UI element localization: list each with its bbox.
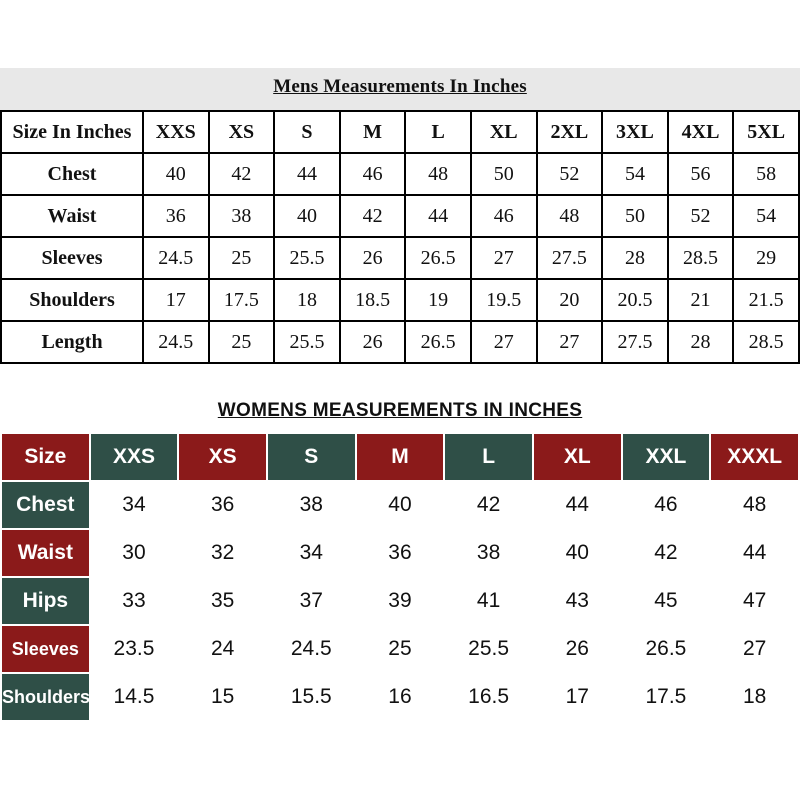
womens-shoulders-xxs: 14.5 xyxy=(90,673,179,721)
mens-header-xl: XL xyxy=(471,111,537,153)
mens-header-5xl: 5XL xyxy=(733,111,799,153)
mens-header-2xl: 2XL xyxy=(537,111,603,153)
womens-header-m: M xyxy=(356,433,445,481)
womens-waist-xxs: 30 xyxy=(90,529,179,577)
mens-header-3xl: 3XL xyxy=(602,111,668,153)
mens-waist-xs: 38 xyxy=(209,195,275,237)
womens-sleeves-xl: 26 xyxy=(533,625,622,673)
mens-waist-l: 44 xyxy=(405,195,471,237)
table-row xyxy=(1,195,799,237)
mens-chest-l: 48 xyxy=(405,153,471,195)
mens-shoulders-l: 19 xyxy=(405,279,471,321)
mens-shoulders-3xl: 20.5 xyxy=(602,279,668,321)
mens-row-label-length: Length xyxy=(1,321,143,363)
womens-chest-l: 42 xyxy=(444,481,533,529)
mens-sleeves-s: 25.5 xyxy=(274,237,340,279)
mens-waist-m: 42 xyxy=(340,195,406,237)
mens-waist-xl: 46 xyxy=(471,195,537,237)
mens-measurements-table xyxy=(0,110,800,364)
womens-sleeves-xxl: 26.5 xyxy=(622,625,711,673)
womens-hips-xxl: 45 xyxy=(622,577,711,625)
table-row xyxy=(1,321,799,363)
mens-waist-s: 40 xyxy=(274,195,340,237)
womens-header-xxl: XXL xyxy=(622,433,711,481)
mens-sleeves-5xl: 29 xyxy=(733,237,799,279)
mens-shoulders-4xl: 21 xyxy=(668,279,734,321)
mens-waist-5xl: 54 xyxy=(733,195,799,237)
womens-waist-xxl: 42 xyxy=(622,529,711,577)
mens-row-label-sleeves: Sleeves xyxy=(1,237,143,279)
womens-waist-s: 34 xyxy=(267,529,356,577)
womens-hips-xl: 43 xyxy=(533,577,622,625)
mens-header-l: L xyxy=(405,111,471,153)
mens-shoulders-s: 18 xyxy=(274,279,340,321)
mens-size-chart-section xyxy=(0,68,800,364)
womens-shoulders-l: 16.5 xyxy=(444,673,533,721)
mens-chest-s: 44 xyxy=(274,153,340,195)
womens-header-s: S xyxy=(267,433,356,481)
mens-header-s: S xyxy=(274,111,340,153)
womens-shoulders-xl: 17 xyxy=(533,673,622,721)
table-row xyxy=(1,279,799,321)
table-row xyxy=(1,577,799,625)
womens-chest-s: 38 xyxy=(267,481,356,529)
womens-row-label-shoulders: Shoulders xyxy=(1,673,90,721)
womens-sleeves-xxs: 23.5 xyxy=(90,625,179,673)
mens-shoulders-m: 18.5 xyxy=(340,279,406,321)
womens-header-size: Size xyxy=(1,433,90,481)
mens-shoulders-xxs: 17 xyxy=(143,279,209,321)
womens-waist-xs: 32 xyxy=(178,529,267,577)
mens-shoulders-xs: 17.5 xyxy=(209,279,275,321)
mens-row-label-waist: Waist xyxy=(1,195,143,237)
mens-sleeves-m: 26 xyxy=(340,237,406,279)
mens-sleeves-3xl: 28 xyxy=(602,237,668,279)
mens-sleeves-4xl: 28.5 xyxy=(668,237,734,279)
womens-shoulders-m: 16 xyxy=(356,673,445,721)
mens-shoulders-xl: 19.5 xyxy=(471,279,537,321)
womens-shoulders-s: 15.5 xyxy=(267,673,356,721)
mens-sleeves-2xl: 27.5 xyxy=(537,237,603,279)
womens-header-l: L xyxy=(444,433,533,481)
mens-sleeves-xl: 27 xyxy=(471,237,537,279)
womens-sleeves-xxxl: 27 xyxy=(710,625,799,673)
mens-row-label-shoulders: Shoulders xyxy=(1,279,143,321)
womens-row-label-sleeves: Sleeves xyxy=(1,625,90,673)
womens-waist-l: 38 xyxy=(444,529,533,577)
mens-header-xxs: XXS xyxy=(143,111,209,153)
mens-chest-2xl: 52 xyxy=(537,153,603,195)
womens-waist-xl: 40 xyxy=(533,529,622,577)
womens-hips-xxs: 33 xyxy=(90,577,179,625)
womens-chest-xxxl: 48 xyxy=(710,481,799,529)
table-row xyxy=(1,237,799,279)
mens-header-xs: XS xyxy=(209,111,275,153)
womens-measurements-table xyxy=(0,432,800,722)
womens-chest-xxs: 34 xyxy=(90,481,179,529)
mens-title-band xyxy=(0,68,800,110)
mens-chest-4xl: 56 xyxy=(668,153,734,195)
mens-length-4xl: 28 xyxy=(668,321,734,363)
womens-row-label-chest: Chest xyxy=(1,481,90,529)
table-header-row xyxy=(1,433,799,481)
womens-sleeves-m: 25 xyxy=(356,625,445,673)
womens-chart-title: WOMENS MEASUREMENTS IN INCHES xyxy=(217,400,583,421)
mens-row-label-chest: Chest xyxy=(1,153,143,195)
mens-length-2xl: 27 xyxy=(537,321,603,363)
mens-chest-5xl: 58 xyxy=(733,153,799,195)
womens-chest-xl: 44 xyxy=(533,481,622,529)
mens-length-l: 26.5 xyxy=(405,321,471,363)
mens-sleeves-xs: 25 xyxy=(209,237,275,279)
womens-waist-xxxl: 44 xyxy=(710,529,799,577)
mens-length-s: 25.5 xyxy=(274,321,340,363)
womens-sleeves-l: 25.5 xyxy=(444,625,533,673)
womens-shoulders-xxl: 17.5 xyxy=(622,673,711,721)
mens-length-m: 26 xyxy=(340,321,406,363)
womens-shoulders-xs: 15 xyxy=(178,673,267,721)
womens-chest-xxl: 46 xyxy=(622,481,711,529)
mens-length-3xl: 27.5 xyxy=(602,321,668,363)
womens-hips-m: 39 xyxy=(356,577,445,625)
mens-header-m: M xyxy=(340,111,406,153)
womens-hips-xs: 35 xyxy=(178,577,267,625)
womens-row-label-hips: Hips xyxy=(1,577,90,625)
womens-header-xxxl: XXXL xyxy=(710,433,799,481)
mens-chest-xl: 50 xyxy=(471,153,537,195)
womens-row-label-waist: Waist xyxy=(1,529,90,577)
mens-chest-xxs: 40 xyxy=(143,153,209,195)
mens-length-xl: 27 xyxy=(471,321,537,363)
womens-header-xs: XS xyxy=(178,433,267,481)
womens-hips-xxxl: 47 xyxy=(710,577,799,625)
womens-sleeves-s: 24.5 xyxy=(267,625,356,673)
mens-chart-title: Mens Measurements In Inches xyxy=(273,76,527,97)
table-row xyxy=(1,673,799,721)
table-row xyxy=(1,481,799,529)
mens-header-4xl: 4XL xyxy=(668,111,734,153)
table-row xyxy=(1,625,799,673)
mens-sleeves-l: 26.5 xyxy=(405,237,471,279)
mens-header-size: Size In Inches xyxy=(1,111,143,153)
womens-hips-l: 41 xyxy=(444,577,533,625)
mens-waist-xxs: 36 xyxy=(143,195,209,237)
womens-sleeves-xs: 24 xyxy=(178,625,267,673)
mens-shoulders-5xl: 21.5 xyxy=(733,279,799,321)
mens-waist-3xl: 50 xyxy=(602,195,668,237)
womens-hips-s: 37 xyxy=(267,577,356,625)
womens-chest-xs: 36 xyxy=(178,481,267,529)
mens-waist-4xl: 52 xyxy=(668,195,734,237)
womens-shoulders-xxxl: 18 xyxy=(710,673,799,721)
mens-sleeves-xxs: 24.5 xyxy=(143,237,209,279)
womens-header-xl: XL xyxy=(533,433,622,481)
mens-shoulders-2xl: 20 xyxy=(537,279,603,321)
table-header-row xyxy=(1,111,799,153)
mens-length-xxs: 24.5 xyxy=(143,321,209,363)
table-row xyxy=(1,529,799,577)
womens-chest-m: 40 xyxy=(356,481,445,529)
mens-waist-2xl: 48 xyxy=(537,195,603,237)
mens-chest-m: 46 xyxy=(340,153,406,195)
mens-length-5xl: 28.5 xyxy=(733,321,799,363)
mens-chest-xs: 42 xyxy=(209,153,275,195)
mens-length-xs: 25 xyxy=(209,321,275,363)
table-row xyxy=(1,153,799,195)
mens-chest-3xl: 54 xyxy=(602,153,668,195)
womens-header-xxs: XXS xyxy=(90,433,179,481)
womens-waist-m: 36 xyxy=(356,529,445,577)
